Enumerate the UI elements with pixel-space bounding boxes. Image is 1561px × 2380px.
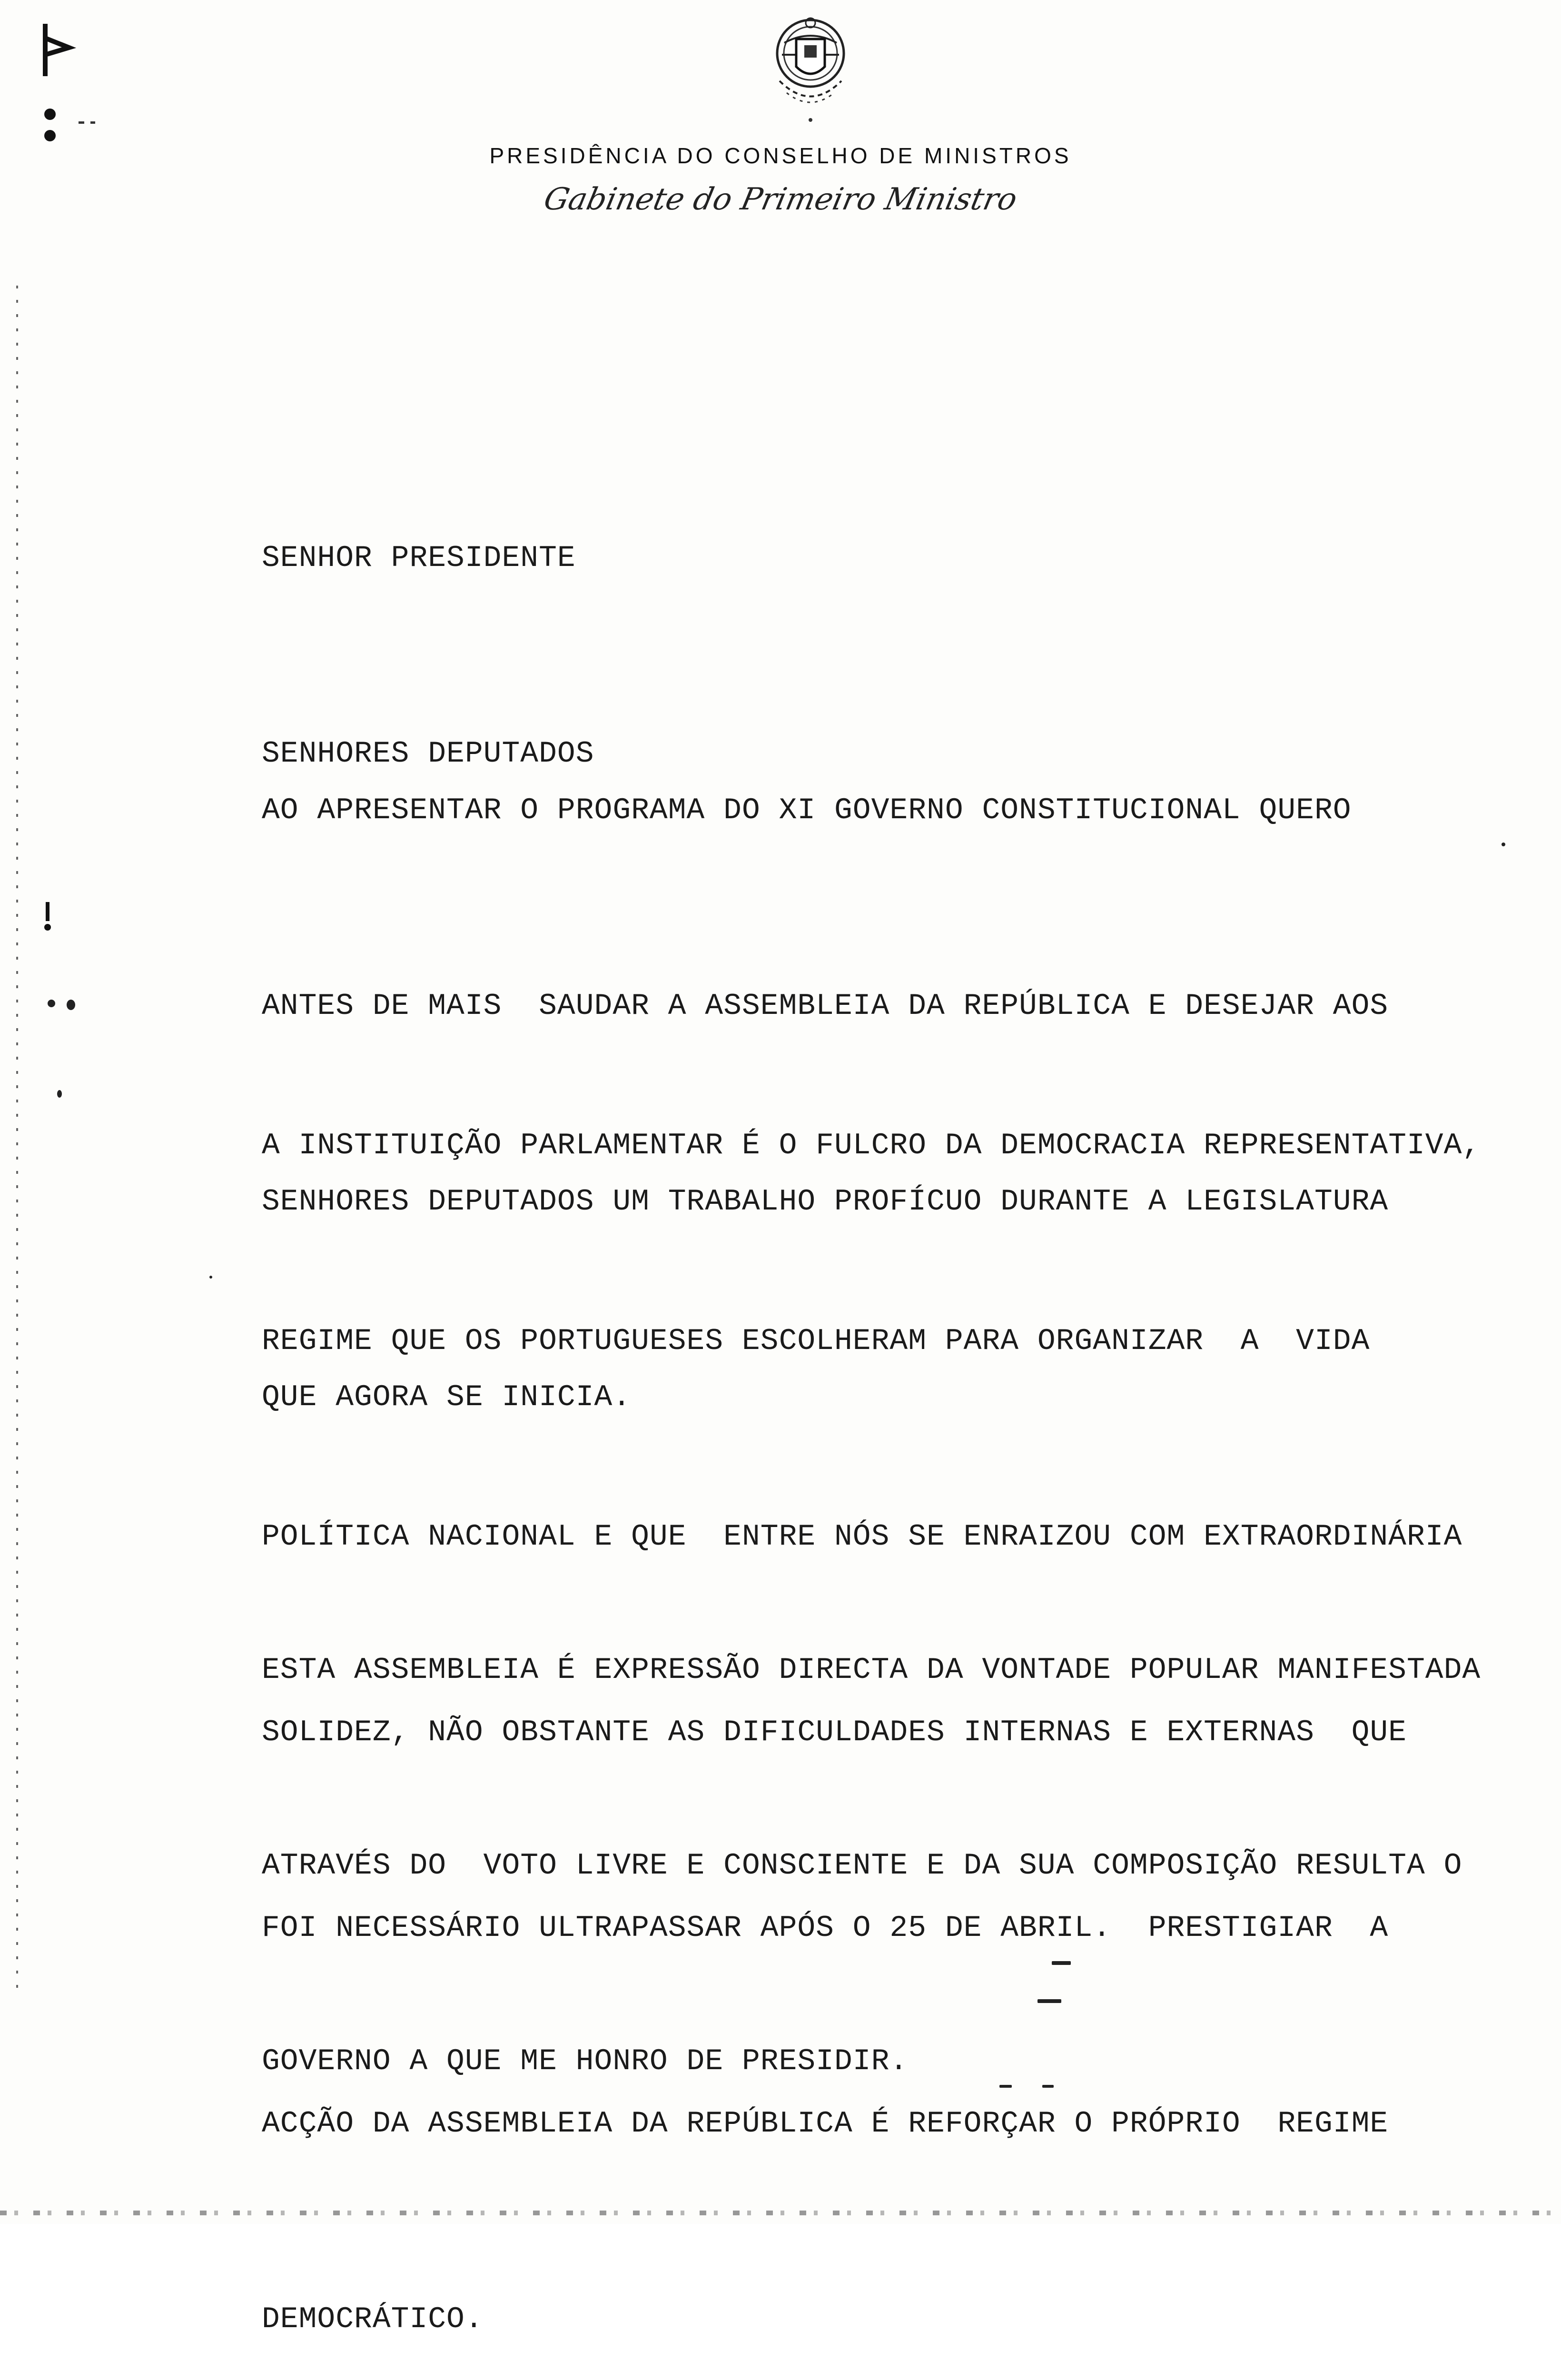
paragraph-line: ACÇÃO DA ASSEMBLEIA DA REPÚBLICA É REFORÇAR O PRÓPRIO REGIME — [262, 2107, 1389, 2141]
scan-speck — [1037, 1999, 1061, 2003]
coat-of-arms-emblem — [751, 10, 870, 129]
paragraph-line: ESTA ASSEMBLEIA É EXPRESSÃO DIRECTA DA VONTADE POPULAR MANIFESTADA — [262, 1653, 1481, 1687]
scan-speck — [57, 1090, 62, 1098]
scan-margin-mark — [16, 286, 18, 1999]
paragraph-line: FOI NECESSÁRIO ULTRAPASSAR APÓS O 25 DE ABRIL. PRESTIGIAR A — [262, 1911, 1389, 1945]
paragraph-line: ANTES DE MAIS SAUDAR A ASSEMBLEIA DA REPÚBLICA E DESEJAR AOS — [262, 989, 1389, 1023]
paragraph-line: SOLIDEZ, NÃO OBSTANTE AS DIFICULDADES INTERNAS E EXTERNAS QUE — [262, 1716, 1407, 1749]
paragraph-line: AO APRESENTAR O PROGRAMA DO XI GOVERNO CONSTITUCIONAL QUERO — [262, 793, 1352, 827]
paragraph-line: DEMOCRÁTICO. — [262, 2302, 484, 2336]
office-signature-line: Gabinete do Primeiro Ministro — [541, 182, 1020, 217]
scan-speck — [48, 1000, 55, 1007]
salutation-line: SENHOR PRESIDENTE — [262, 541, 576, 575]
organization-name: PRESIDÊNCIA DO CONSELHO DE MINISTROS — [489, 143, 1072, 168]
paragraph-line: A INSTITUIÇÃO PARLAMENTAR É O FULCRO DA DEMOCRACIA REPRESENTATIVA, — [262, 1129, 1481, 1162]
paragraph-line: GOVERNO A QUE ME HONRO DE PRESIDIR. — [262, 2044, 909, 2078]
scan-speck — [1502, 843, 1505, 846]
paragraph-line: QUE AGORA SE INICIA. — [262, 1380, 632, 1414]
scan-speck — [67, 1000, 75, 1010]
paragraph-line: SENHORES DEPUTADOS UM TRABALHO PROFÍCUO DURANTE A LEGISLATURA — [262, 1185, 1389, 1219]
paragraph-line: REGIME QUE OS PORTUGUESES ESCOLHERAM PARA ORGANIZAR A VIDA — [262, 1324, 1370, 1358]
scan-speck — [999, 2085, 1012, 2088]
scan-speck — [1052, 1961, 1071, 1965]
paragraph-line: POLÍTICA NACIONAL E QUE ENTRE NÓS SE ENRAIZOU COM EXTRAORDINÁRIA — [262, 1520, 1462, 1554]
scan-bottom-edge — [0, 2211, 1561, 2215]
paragraph-3 — [262, 1507, 1556, 2224]
punch-mark-icon — [38, 900, 57, 933]
binder-mark-icon — [24, 19, 95, 143]
paragraph-line: ATRAVÉS DO VOTO LIVRE E CONSCIENTE E DA SUA COMPOSIÇÃO RESULTA O — [262, 1849, 1462, 1883]
scan-speck — [1042, 2085, 1054, 2088]
scan-speck — [209, 1276, 212, 1279]
salutation-line: SENHORES DEPUTADOS — [262, 737, 594, 771]
